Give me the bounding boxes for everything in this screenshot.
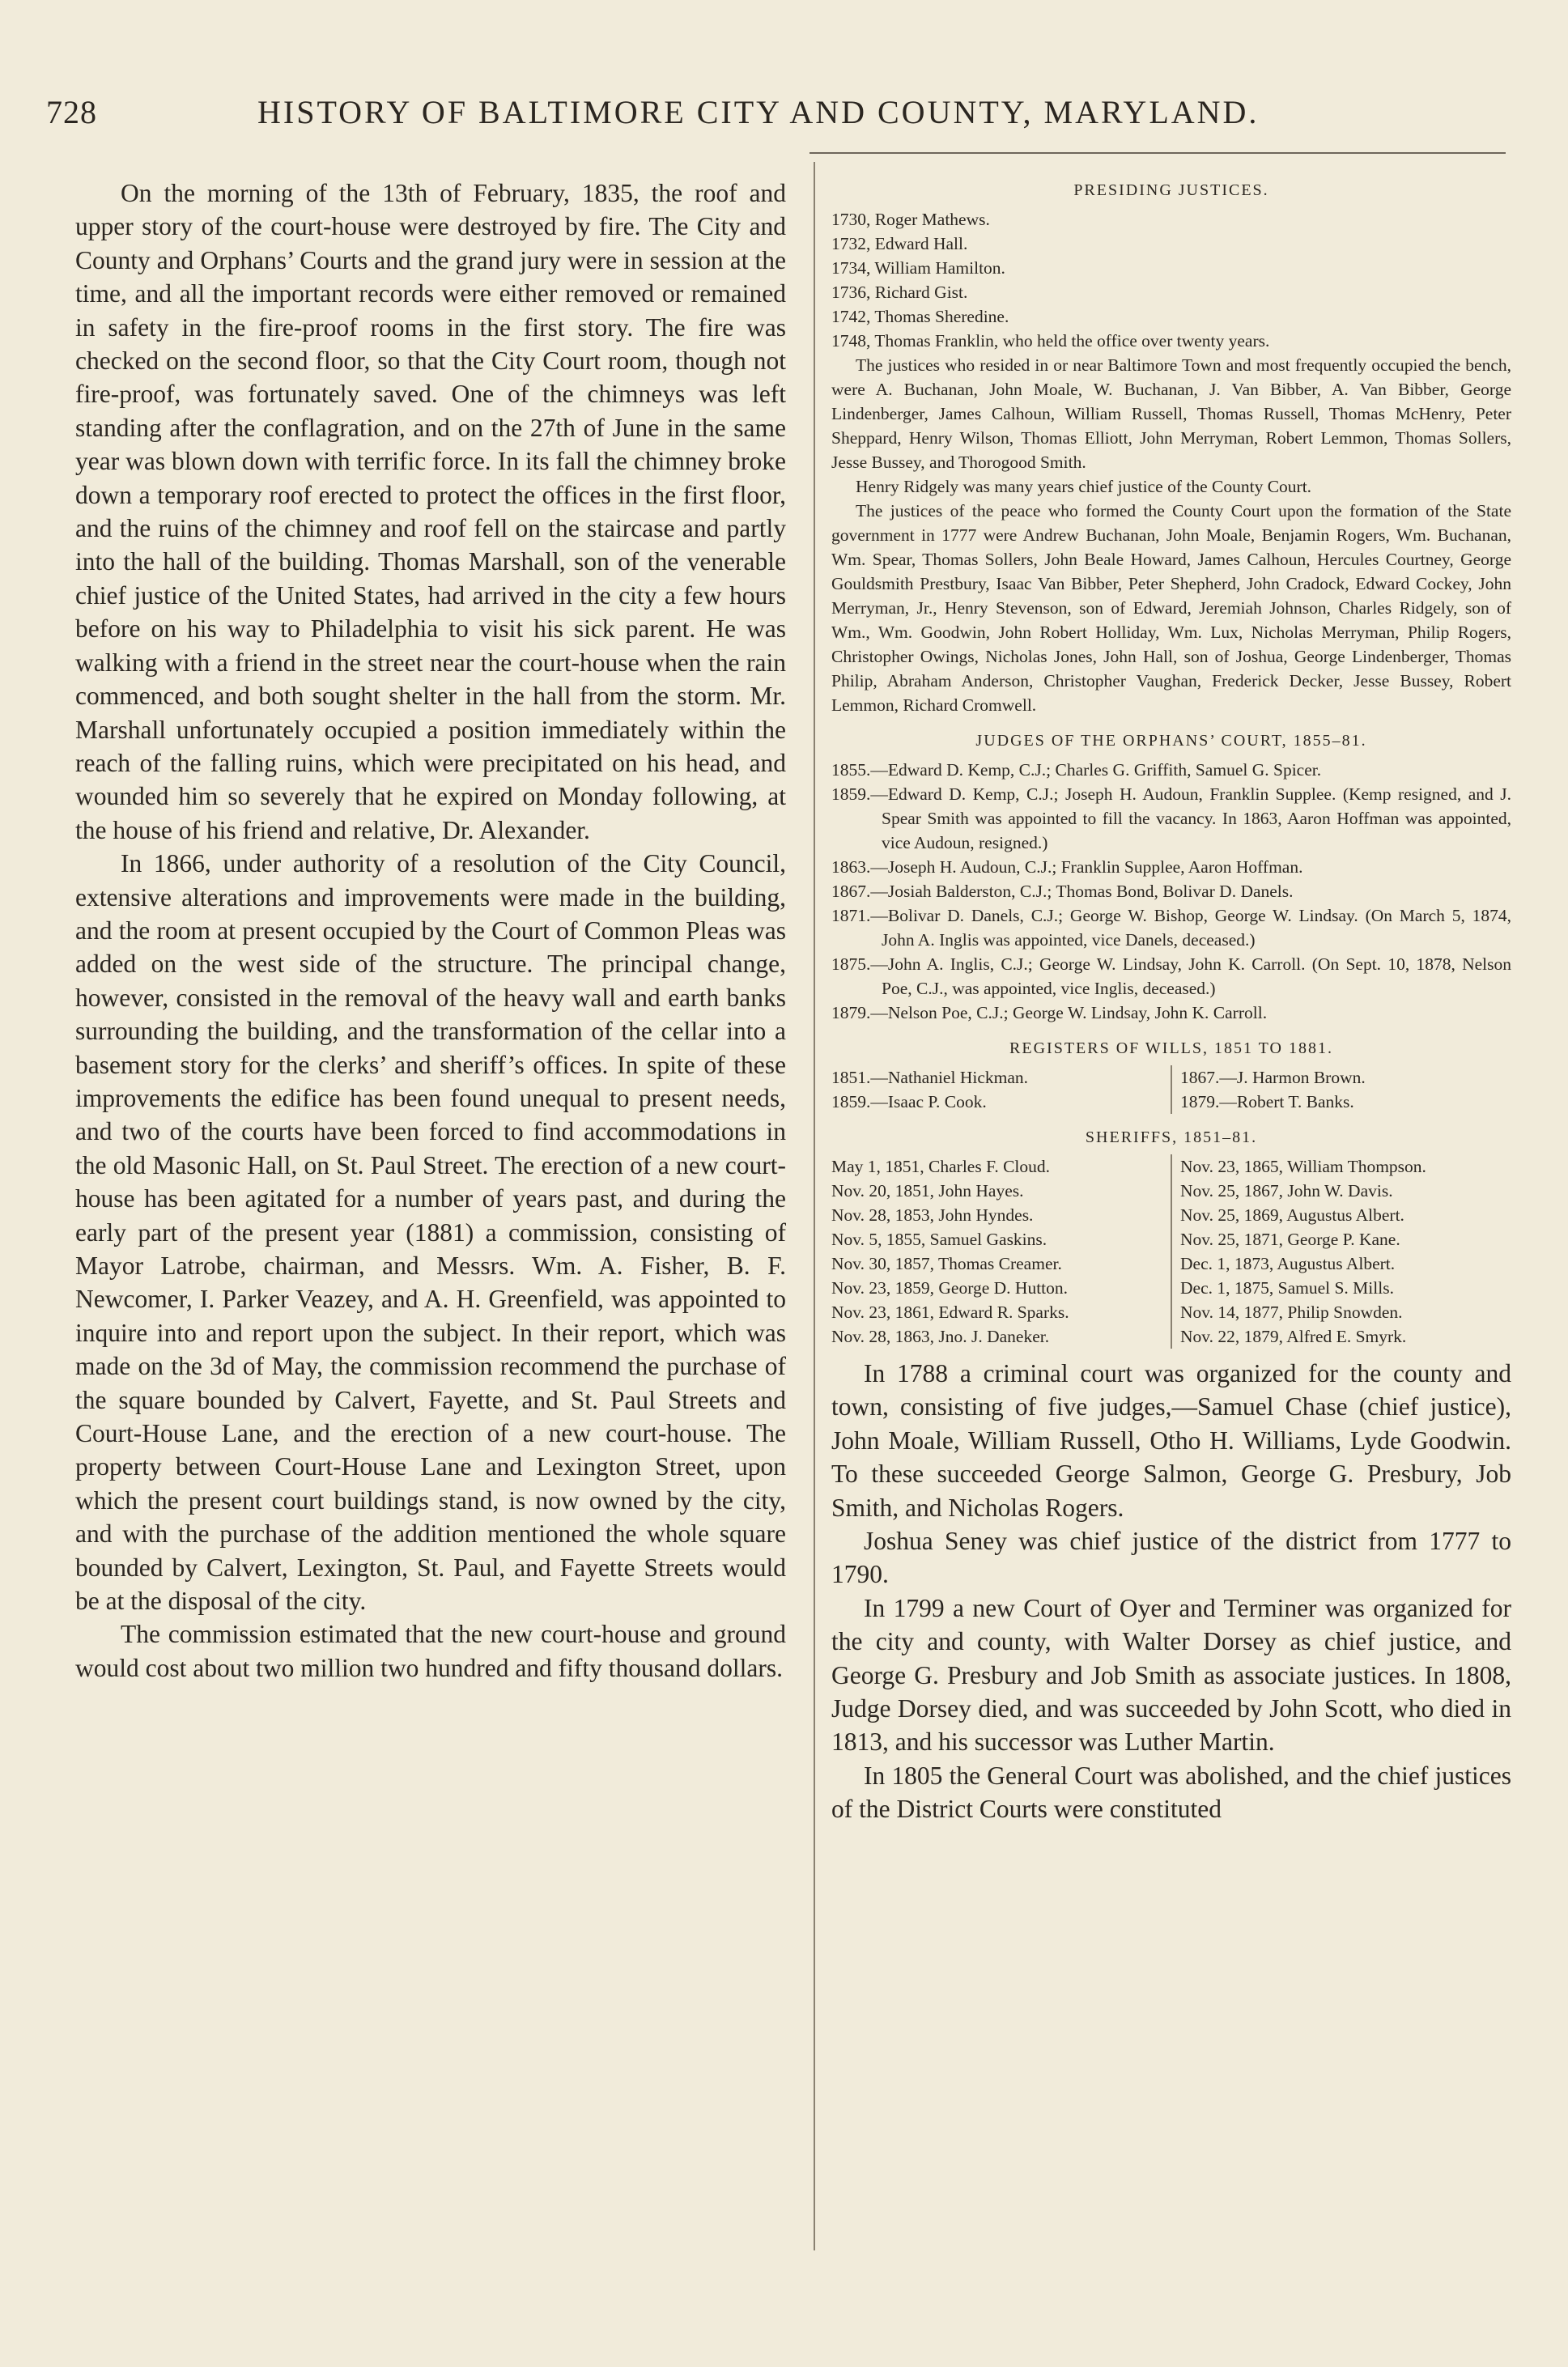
list-item: May 1, 1851, Charles F. Cloud. bbox=[831, 1157, 1051, 1176]
list-item: Nov. 14, 1877, Philip Snowden. bbox=[1180, 1302, 1403, 1322]
paragraph: The justices of the peace who formed the County Court upon the formation of the State government in 1777 were Andrew Buchanan, John Moale, Benjamin Rogers, Wm. Buchanan, Wm. Spear, Thomas Sollers, John Beale Howard, James Calhoun, Hercules Courtney, George Gouldsmith Prestbury, Isaac Van Bibber, Peter Shepherd, John Cradock, Edward Cockey, John Merryman, Jr., Henry Stevenson, son of Edward, Jeremiah Johnson, Charles Ridgely, son of Wm., Wm. Goodwin, John Robert Holliday, Wm. Lux, Nicholas Merryman, Philip Rogers, Christopher Owings, Nicholas Jones, John Hall, son of Joshua, George Lindenberger, Thomas Philip, Abraham Anderson, Christopher Vaughan, Frederick Decker, Jesse Bussey, Robert Lemmon, Richard Cromwell. bbox=[831, 501, 1511, 715]
header-rule bbox=[809, 152, 1506, 154]
list-item: Nov. 23, 1865, William Thompson. bbox=[1180, 1157, 1426, 1176]
paragraph: In 1799 a new Court of Oyer and Terminer was organized for the city and county, with Walter Dorsey as chief justice, and George G. Presbury and Job Smith as associate justices. In 1808, Judge Dorsey died, and was succeeded by John Scott, who died in 1813, and his successor was Luther Martin. bbox=[831, 1593, 1511, 1757]
list-item: 1732, Edward Hall. bbox=[831, 234, 968, 253]
list-item: 1730, Roger Mathews. bbox=[831, 210, 990, 229]
list-item: Nov. 25, 1871, George P. Kane. bbox=[1180, 1230, 1400, 1249]
list-item: 1734, William Hamilton. bbox=[831, 258, 1005, 278]
paragraph: On the morning of the 13th of February, 1835, the roof and upper story of the court-house were destroyed by fire. The City and County and Orphans’ Courts and the grand jury were in session at the time, and all the important records were either removed or remained in safety in the fire-proof rooms in the first story. The fire was checked on the second floor, so that the City Court room, though not fire-proof, was fortunately saved. One of the chimneys was left standing after the conflagration, and on the 27th of June in the same year was blown down with terrific force. In its fall the chimney broke down a temporary roof erected to protect the offices in the first floor, and the ruins of the chimney and roof fell on the staircase and partly into the hall of the building. Thomas Marshall, son of the venerable chief justice of the United States, had arrived in the city a few hours before on his way to Philadelphia to visit his sick parent. He was walking with a friend in the street near the court-house when the rain commenced, and both sought shelter in the hall from the storm. Mr. Marshall unfortunately occupied a position immediately within the reach of the falling ruins, which were precipitated on his head, and wounded him so severely that he expired on Monday following, at the house of his friend and relative, Dr. Alexander. bbox=[75, 179, 786, 844]
left-column bbox=[75, 176, 786, 1685]
list-item: Nov. 25, 1869, Augustus Albert. bbox=[1180, 1205, 1404, 1225]
registers-of-wills-section bbox=[831, 1036, 1511, 1114]
list-item: 1742, Thomas Sheredine. bbox=[831, 307, 1009, 326]
right-column bbox=[831, 178, 1511, 1826]
section-title: REGISTERS OF WILLS, 1851 TO 1881. bbox=[1009, 1039, 1333, 1057]
registers-table bbox=[831, 1065, 1511, 1114]
list-item: Nov. 5, 1855, Samuel Gaskins. bbox=[831, 1230, 1047, 1249]
page-header bbox=[0, 77, 1568, 134]
list-item: 1859.—Edward D. Kemp, C.J.; Joseph H. Audoun, Franklin Supplee. (Kemp resigned, and J. Spear Smith was appointed to fill the vacancy. In 1863, Aaron Hoffman was appointed, vice Audoun, resigned.) bbox=[831, 784, 1511, 852]
registers-left bbox=[831, 1065, 1171, 1114]
paragraph: In 1805 the General Court was abolished, and the chief justices of the District Courts were constituted bbox=[831, 1761, 1511, 1824]
list-item: 1879.—Robert T. Banks. bbox=[1180, 1092, 1354, 1111]
paragraph: Joshua Seney was chief justice of the district from 1777 to 1790. bbox=[831, 1527, 1511, 1589]
list-item: 1867.—J. Harmon Brown. bbox=[1180, 1068, 1366, 1087]
section-title: JUDGES OF THE ORPHANS’ COURT, 1855–81. bbox=[975, 732, 1367, 750]
list-item: Dec. 1, 1873, Augustus Albert. bbox=[1180, 1254, 1396, 1273]
list-item: Nov. 20, 1851, John Hayes. bbox=[831, 1181, 1024, 1200]
list-item: 1859.—Isaac P. Cook. bbox=[831, 1092, 987, 1111]
list-item: Nov. 22, 1879, Alfred E. Smyrk. bbox=[1180, 1327, 1407, 1346]
list-item: 1879.—Nelson Poe, C.J.; George W. Lindsay, John K. Carroll. bbox=[831, 1003, 1268, 1022]
list-item: 1863.—Joseph H. Audoun, C.J.; Franklin Supplee, Aaron Hoffman. bbox=[831, 857, 1303, 877]
list-item: 1871.—Bolivar D. Danels, C.J.; George W. Bishop, George W. Lindsay. (On March 5, 1874, John A. Inglis was appointed, vice Danels, deceased.) bbox=[831, 906, 1511, 950]
sheriffs-left bbox=[831, 1154, 1171, 1349]
paragraph: The justices who resided in or near Baltimore Town and most frequently occupied the bench, were A. Buchanan, John Moale, W. Buchanan, J. Van Bibber, A. Van Bibber, George Lindenberger, James Calhoun, William Russell, Thomas Russell, Thomas McHenry, Peter Sheppard, Henry Wilson, Thomas Elliott, John Merryman, Robert Lemmon, Thomas Sollers, Jesse Bussey, and Thorogood Smith. bbox=[831, 355, 1511, 472]
list-item: Nov. 30, 1857, Thomas Creamer. bbox=[831, 1254, 1062, 1273]
paragraph: In 1866, under authority of a resolution of the City Council, extensive alterations and improvements were made in the building, and the room at present occupied by the Court of Common Pleas was added on the west side of the structure. The principal change, however, consisted in the removal of the heavy wall and earth banks surrounding the building, and the transformation of the cellar into a basement story for the clerks’ and sheriff’s offices. In spite of these improvements the edifice has been found unequal to present needs, and two of the courts have been forced to find accommodations in the old Masonic Hall, on St. Paul Street. The erection of a new court-house has been agitated for a number of years past, and during the early part of the present year (1881) a commission, consisting of Mayor Latrobe, chairman, and Messrs. Wm. A. Fisher, B. F. Newcomer, I. Parker Veazey, and A. H. Greenfield, was appointed to inquire into and report upon the subject. In their report, which was made on the 3d of May, the commission recommend the purchase of the square bounded by Calvert, Fayette, and St. Paul Streets and Court-House Lane, and the erection of a new court-house. The property between Court-House Lane and Lexington Street, upon which the present court buildings stand, is now owned by the city, and with the purchase of the addition mentioned the whole square bounded by Calvert, Lexington, St. Paul, and Fayette Streets would be at the disposal of the city. bbox=[75, 849, 786, 1616]
paragraph: In 1788 a criminal court was organized for the county and town, consisting of five judges,—Samuel Chase (chief justice), John Moale, William Russell, Otho H. Williams, Lyde Goodwin. To these succeeded George Salmon, George G. Presbury, Job Smith, and Nicholas Rogers. bbox=[831, 1359, 1511, 1522]
right-body-text bbox=[831, 1357, 1511, 1826]
section-title: SHERIFFS, 1851–81. bbox=[1085, 1128, 1258, 1146]
list-item: Nov. 25, 1867, John W. Davis. bbox=[1180, 1181, 1393, 1200]
running-head: HISTORY OF BALTIMORE CITY AND COUNTY, MARYLAND. bbox=[257, 94, 1260, 130]
list-item: 1748, Thomas Franklin, who held the office over twenty years. bbox=[831, 331, 1270, 351]
sheriffs-right bbox=[1171, 1154, 1511, 1349]
list-item: Nov. 23, 1859, George D. Hutton. bbox=[831, 1278, 1069, 1298]
list-item: 1736, Richard Gist. bbox=[831, 283, 968, 302]
list-item: 1875.—John A. Inglis, C.J.; George W. Lindsay, John K. Carroll. (On Sept. 10, 1878, Nelson Poe, C.J., was appointed, vice Inglis, deceased.) bbox=[831, 954, 1511, 998]
paragraph: Henry Ridgely was many years chief justice of the County Court. bbox=[856, 477, 1312, 496]
registers-right bbox=[1171, 1065, 1511, 1114]
sheriffs-section bbox=[831, 1125, 1511, 1349]
section-title: PRESIDING JUSTICES. bbox=[1073, 181, 1269, 199]
orphans-court-section bbox=[831, 729, 1511, 1025]
list-item: Nov. 23, 1861, Edward R. Sparks. bbox=[831, 1302, 1069, 1322]
list-item: Dec. 1, 1875, Samuel S. Mills. bbox=[1180, 1278, 1394, 1298]
column-divider bbox=[814, 162, 815, 2250]
page-number: 728 bbox=[46, 94, 97, 130]
list-item: Nov. 28, 1853, John Hyndes. bbox=[831, 1205, 1034, 1225]
list-item: Nov. 28, 1863, Jno. J. Daneker. bbox=[831, 1327, 1050, 1346]
list-item: 1855.—Edward D. Kemp, C.J.; Charles G. Griffith, Samuel G. Spicer. bbox=[831, 760, 1322, 780]
sheriffs-table bbox=[831, 1154, 1511, 1349]
list-item: 1867.—Josiah Balderston, C.J.; Thomas Bond, Bolivar D. Danels. bbox=[831, 882, 1294, 901]
list-item: 1851.—Nathaniel Hickman. bbox=[831, 1068, 1029, 1087]
paragraph: The commission estimated that the new court-house and ground would cost about two million two hundred and fifty thousand dollars. bbox=[75, 1620, 786, 1682]
presiding-justices-list bbox=[831, 207, 1511, 353]
presiding-justices-section bbox=[831, 178, 1511, 717]
